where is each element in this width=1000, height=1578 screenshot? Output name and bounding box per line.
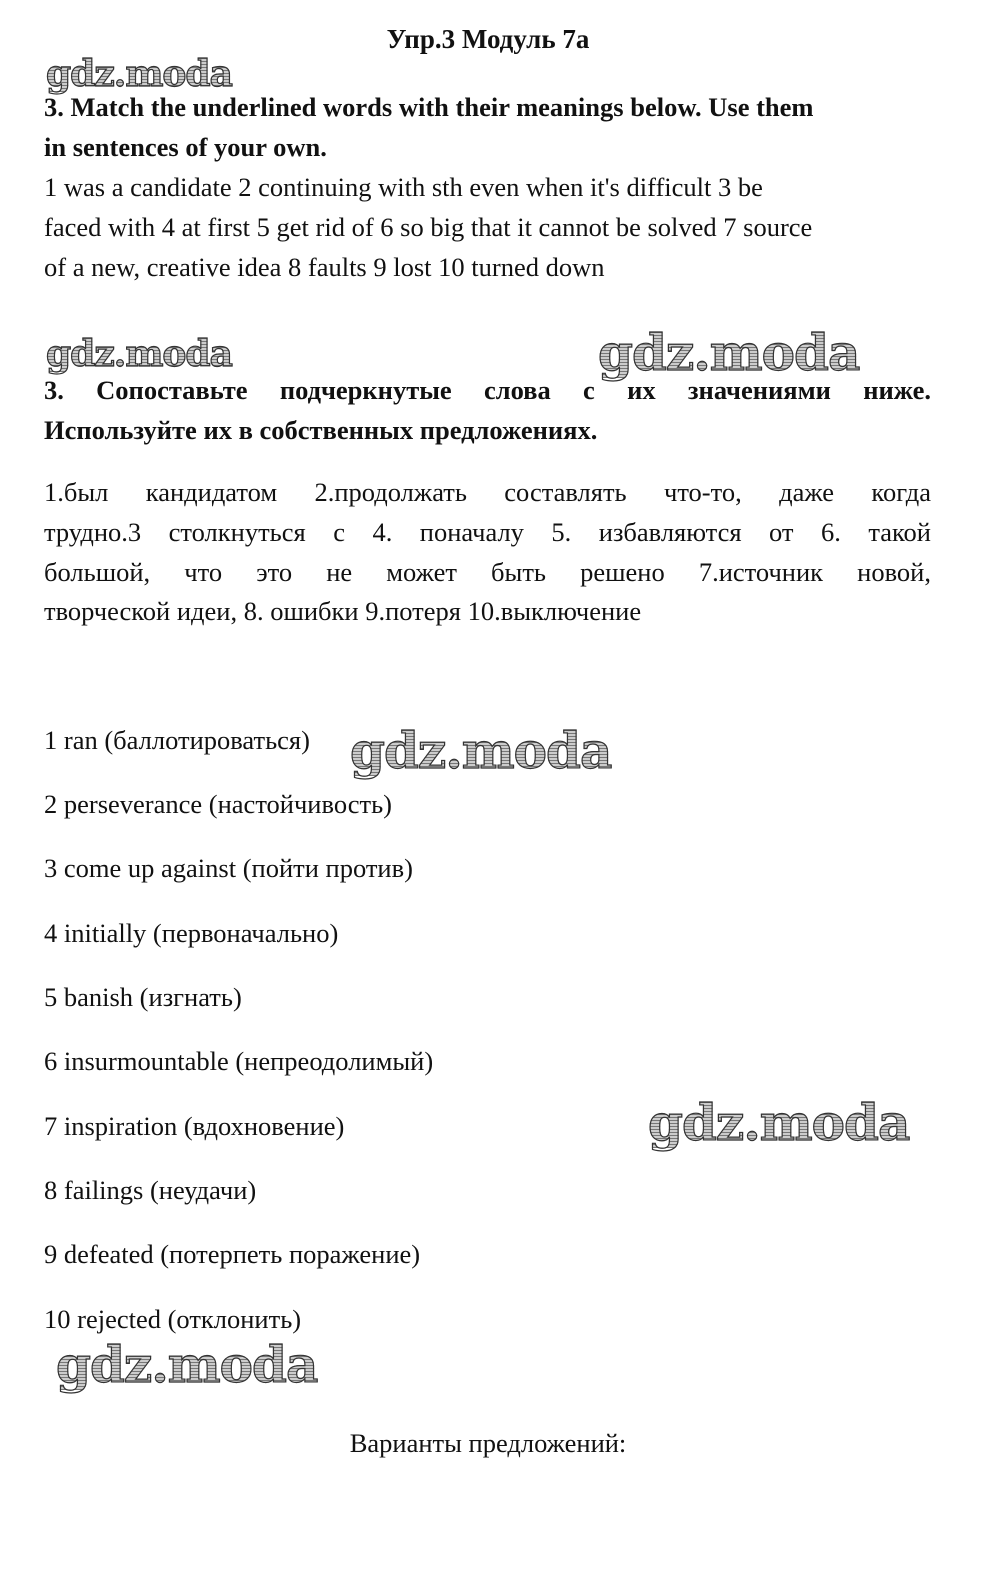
answer-item: 2 perseverance (настойчивость)	[44, 789, 392, 819]
watermark-logo: gdz.moda	[598, 323, 860, 382]
answer-item: 6 insurmountable (непреодолимый)	[44, 1046, 434, 1076]
russian-body-line: трудно.3 столкнуться с 4. поначалу 5. избавляются от 6. такой	[44, 517, 931, 547]
answer-item: 10 rejected (отклонить)	[44, 1304, 302, 1334]
russian-heading-line: Используйте их в собственных предложениях.	[44, 415, 598, 445]
answer-item: 4 initially (первоначально)	[44, 918, 339, 948]
answer-item: 5 banish (изгнать)	[44, 982, 242, 1012]
russian-body-line: 1.был кандидатом 2.продолжать составлять что-то, даже когда	[44, 477, 931, 507]
answer-item: 8 failings (неудачи)	[44, 1175, 257, 1205]
answer-item: 1 ran (баллотироваться)	[44, 725, 310, 755]
watermark-logo: gdz.moda	[46, 53, 232, 95]
english-heading-line: 3. Match the underlined words with their meanings below. Use them	[44, 92, 814, 122]
watermark-logo: gdz.moda	[46, 333, 232, 375]
russian-body-line: большой, что это не может быть решено 7.источник новой,	[44, 557, 931, 587]
answer-item: 3 come up against (пойти против)	[44, 853, 413, 883]
russian-body-line: творческой идеи, 8. ошибки 9.потеря 10.выключение	[44, 596, 642, 626]
english-body-line: of a new, creative idea 8 faults 9 lost 10 turned down	[44, 252, 605, 282]
english-heading-line: in sentences of your own.	[44, 132, 327, 162]
watermark-logo: gdz.moda	[350, 721, 612, 780]
watermark-logo: gdz.moda	[648, 1093, 910, 1152]
watermark-logo: gdz.moda	[56, 1335, 318, 1394]
page-title: Упр.3 Модуль 7a	[386, 24, 590, 54]
sentence-variants-heading: Варианты предложений:	[349, 1428, 627, 1458]
answer-item: 9 defeated (потерпеть поражение)	[44, 1239, 421, 1269]
english-body-line: 1 was a candidate 2 continuing with sth even when it's difficult 3 be	[44, 172, 763, 202]
english-body-line: faced with 4 at first 5 get rid of 6 so big that it cannot be solved 7 source	[44, 212, 813, 242]
russian-heading-line: 3. Сопоставьте подчеркнутые слова с их значениями ниже.	[44, 375, 931, 405]
answer-item: 7 inspiration (вдохновение)	[44, 1111, 345, 1141]
